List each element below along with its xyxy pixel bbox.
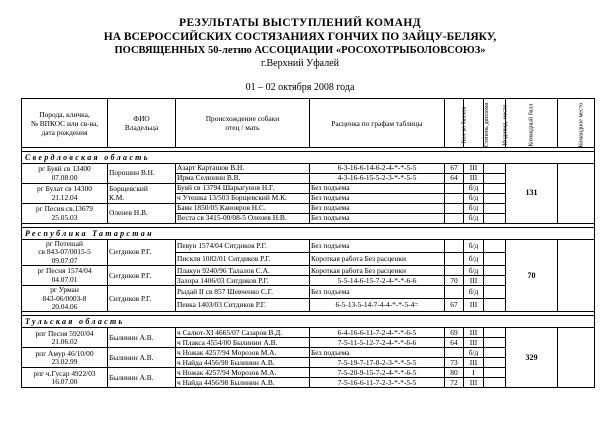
dog-text: рг Песня св.13679	[36, 204, 93, 214]
origin-cell: ч Салют-XI 4665/07 Сазаров В.Д.	[176, 328, 310, 338]
dog-text: 21.12.04	[51, 192, 78, 202]
team-place-cell	[558, 164, 595, 224]
diploma-cell: б/д	[464, 348, 484, 358]
owner-cell	[108, 184, 176, 204]
points-cell	[445, 204, 464, 214]
origin-cell: Рыдай II св 857 Шевченко С.Г.	[176, 286, 310, 299]
team-score-cell: 70	[506, 240, 558, 312]
scores-cell: Короткая работа Без расценки	[310, 266, 445, 276]
origin-cell: ч Найда 4456/98 Былинин А.В.	[176, 378, 310, 388]
diploma-cell: б/д	[464, 214, 484, 224]
points-cell: 64	[445, 174, 464, 184]
dog-text: рг Потешай	[46, 239, 83, 248]
points-cell	[445, 194, 464, 204]
origin-cell: Певун 1574/04 Ситдиков Р.Г.	[176, 240, 310, 253]
owner-text: Борщевский	[109, 184, 148, 194]
col-team-score: Командный балл	[506, 99, 558, 148]
dog-cell	[22, 286, 108, 312]
owner-cell	[108, 286, 176, 312]
individual-place-cell	[484, 184, 506, 194]
origin-cell: Ирма Селюнин В.В.	[176, 174, 310, 184]
points-cell	[445, 266, 464, 276]
origin-cell: Певка 1403/03 Ситдиков Р.Г.	[176, 299, 310, 312]
diploma-cell: б/д	[464, 240, 484, 253]
dog-cell	[22, 164, 108, 184]
dog-text: св 843-07/0015-5	[38, 247, 91, 257]
diploma-cell: III	[464, 328, 484, 338]
scores-cell: 6-5-13-5-14-7-4-4-*-*-5-4=	[310, 299, 445, 312]
owner-text: Оленев Н.В.	[109, 208, 148, 218]
points-cell: 73	[445, 358, 464, 368]
individual-place-cell	[484, 194, 506, 204]
points-cell	[445, 286, 464, 299]
scores-cell: Без подъема	[310, 184, 445, 194]
points-cell: 72	[445, 378, 464, 388]
origin-cell: Плакун 9240/96 Талалов С.А.	[176, 266, 310, 276]
event-date: 01 – 02 октября 2008 года	[245, 82, 355, 93]
owner-text: Былинин А.В.	[109, 332, 154, 342]
individual-place-cell	[484, 358, 506, 368]
owner-text: Порошин В.Н.	[109, 168, 155, 178]
individual-place-cell	[484, 338, 506, 348]
dog-text: рпг Песня 5920/04	[35, 328, 94, 338]
dog-text: 20.04.06	[51, 302, 78, 312]
individual-place-cell	[484, 348, 506, 358]
dog-text: 23.02.99	[51, 356, 78, 366]
diploma-cell: III	[464, 358, 484, 368]
results-table	[21, 98, 595, 388]
owner-cell	[108, 204, 176, 224]
individual-place-cell	[484, 174, 506, 184]
individual-place-cell	[484, 286, 506, 299]
section-row	[22, 152, 595, 164]
dog-text: рг Буяй св 13400	[38, 164, 91, 174]
team-score-cell: 329	[506, 328, 558, 388]
dog-text: 09.07.07	[51, 255, 78, 265]
scores-cell: Без подъема	[310, 286, 445, 299]
points-cell: 69	[445, 328, 464, 338]
dog-cell	[22, 184, 108, 204]
section-row	[22, 316, 595, 328]
individual-place-cell	[484, 240, 506, 253]
owner-text: Былинин А.В.	[109, 372, 154, 382]
scores-cell: 7-5-11-5-12-7-2-4-*-*-6-6	[310, 338, 445, 348]
scores-cell: 7-5-16-6-11-7-2-3-*-*-5-5	[310, 378, 445, 388]
team-score-cell: 131	[506, 164, 558, 224]
owner-cell	[108, 164, 176, 184]
scores-cell: 5-5-14-6-15-7-2-4-*-*-6-6	[310, 276, 445, 286]
origin-cell: Буяй св 13794 Шарыгунов Н.Г.	[176, 184, 310, 194]
competition-title: НА ВСЕРОССИЙСКИХ СОСТЯЗАНИЯХ ГОНЧИХ ПО ЗАЙЦУ-БЕЛЯКУ,	[103, 31, 497, 43]
individual-place-cell	[484, 299, 506, 312]
owner-text: Ситдиков Р.Г.	[109, 247, 152, 257]
points-cell: 80	[445, 368, 464, 378]
points-cell: 64	[445, 338, 464, 348]
results-title: РЕЗУЛЬТАТЫ ВЫСТУПЛЕНИЙ КОМАНД	[179, 17, 421, 29]
points-cell: 67	[445, 164, 464, 174]
origin-cell: ч Плакса 4554/00 Былинин А.В.	[176, 338, 310, 348]
points-cell	[445, 240, 464, 253]
points-cell: 70	[445, 276, 464, 286]
origin-cell: ч Ножак 4257/94 Морозов М.А.	[176, 348, 310, 358]
individual-place-cell	[484, 378, 506, 388]
individual-place-cell	[484, 266, 506, 276]
owner-text: Ситдиков Р.Г.	[109, 293, 152, 303]
individual-place-cell	[484, 214, 506, 224]
diploma-cell: III	[464, 299, 484, 312]
section-row	[22, 228, 595, 240]
section-name: Свердловская область	[22, 152, 595, 164]
col-origin: Происхождение собаки отец / мать	[176, 99, 310, 148]
diploma-cell: III	[464, 338, 484, 348]
location: г.Верхний Уфалей	[260, 58, 339, 69]
diploma-cell: III	[464, 378, 484, 388]
diploma-cell: б/д	[464, 286, 484, 299]
section-name: Тульская область	[22, 316, 595, 328]
col-diploma: Степень диплома	[464, 99, 484, 148]
diploma-cell: I	[464, 368, 484, 378]
origin-cell: Веста св 3415-00/08-5 Оленев Н.В.	[176, 214, 310, 224]
col-owner: ФИО Владельца	[108, 99, 176, 148]
individual-place-cell	[484, 204, 506, 214]
dog-text: рпг Амур 46/10/00	[35, 348, 94, 358]
dog-cell	[22, 240, 108, 266]
col-scores: Расценка по графам таблицы	[310, 99, 445, 148]
scores-cell: Без подъема	[310, 204, 445, 214]
dedication-title: ПОСВЯЩЕННЫХ 50-летию АССОЦИАЦИИ «РОСОХОТРЫБОЛОВСОЮЗ»	[114, 45, 486, 56]
diploma-cell: б/д	[464, 253, 484, 266]
col-points: Кол-во баллов	[445, 99, 464, 148]
individual-place-cell	[484, 368, 506, 378]
origin-cell: ч Ножак 4257/94 Морозов М.А.	[176, 368, 310, 378]
dog-text: 04.07.01	[51, 274, 78, 284]
scores-cell: Без подъема	[310, 240, 445, 253]
dog-cell	[22, 348, 108, 368]
dog-text: рг Урман	[50, 285, 79, 295]
dog-cell	[22, 266, 108, 286]
points-cell	[445, 348, 464, 358]
owner-cell	[108, 368, 176, 388]
dog-text: 25.05.03	[51, 212, 78, 222]
scores-cell: Короткая работа Без расценки	[310, 253, 445, 266]
individual-place-cell	[484, 253, 506, 266]
scores-cell: Без подъема	[310, 348, 445, 358]
origin-cell: ч Утешка 13/503 Борщевский М.К.	[176, 194, 310, 204]
scores-cell: Без подъема	[310, 194, 445, 204]
origin-cell: Залора 1406/03 Ситдиков Р.Г.	[176, 276, 310, 286]
individual-place-cell	[484, 328, 506, 338]
diploma-cell: б/д	[464, 266, 484, 276]
scores-cell: 7-5-20-9-15-7-2-4-*-*-6-5	[310, 368, 445, 378]
diploma-cell: б/д	[464, 204, 484, 214]
table-row	[22, 328, 595, 338]
scores-cell: 6-3-16-6-14-6-2-4-*-*-5-5	[310, 164, 445, 174]
dog-cell	[22, 204, 108, 224]
col-dog: Порода, кличка, № ВПКОС или св-ва, дата рождения	[22, 99, 108, 148]
individual-place-cell	[484, 164, 506, 174]
points-cell	[445, 214, 464, 224]
dog-cell	[22, 368, 108, 388]
points-cell	[445, 253, 464, 266]
team-place-cell	[558, 240, 595, 312]
dog-text: 07.08.00	[51, 172, 78, 182]
dog-text: 21.06.02	[51, 336, 78, 346]
dog-text: 843-06/0003-8	[42, 293, 87, 303]
scores-cell: 6-4-16-6-11-7-2-4-*-*-6-5	[310, 328, 445, 338]
col-team-place: Командное место	[558, 99, 595, 148]
origin-cell: Баян 1850/05 Кановров Н.С.	[176, 204, 310, 214]
individual-place-cell	[484, 276, 506, 286]
scores-cell: Без подъема	[310, 214, 445, 224]
points-cell	[445, 184, 464, 194]
section-name: Республика Татарстан	[22, 228, 595, 240]
diploma-cell: б/д	[464, 184, 484, 194]
col-individual-place: Индивид. место	[484, 99, 506, 148]
origin-cell: ч Найда 4456/98 Былинин А.В.	[176, 358, 310, 368]
results-body	[22, 148, 595, 388]
owner-cell	[108, 348, 176, 368]
owner-cell	[108, 328, 176, 348]
scores-cell: 4-3-16-6-15-5-2-3-*-*-5-5	[310, 174, 445, 184]
dog-text: рг Булат св 14300	[37, 184, 92, 194]
table-row	[22, 164, 595, 174]
dog-cell	[22, 328, 108, 348]
diploma-cell: III	[464, 174, 484, 184]
origin-cell: Азарт Карташов В.Н.	[176, 164, 310, 174]
team-place-cell	[558, 328, 595, 388]
diploma-cell: III	[464, 164, 484, 174]
owner-text: Былинин А.В.	[109, 352, 154, 362]
owner-text: Ситдиков Р.Г.	[109, 270, 152, 280]
owner-text: К.М.	[109, 192, 125, 202]
owner-cell	[108, 266, 176, 286]
origin-cell: Пискля 1082/01 Ситдиков Р.Г.	[176, 253, 310, 266]
dog-text: рпг ч.Гусар 4922/03	[33, 368, 96, 378]
table-header-row	[22, 99, 595, 148]
dog-text: 16.07.00	[51, 376, 78, 386]
points-cell: 67	[445, 299, 464, 312]
diploma-cell: III	[464, 276, 484, 286]
table-row	[22, 240, 595, 253]
owner-cell	[108, 240, 176, 266]
scores-cell: 7-5-19-7-17-8-2-3-*-*-5-5	[310, 358, 445, 368]
dog-text: рг Песня 1574/04	[37, 266, 92, 276]
diploma-cell: б/д	[464, 194, 484, 204]
